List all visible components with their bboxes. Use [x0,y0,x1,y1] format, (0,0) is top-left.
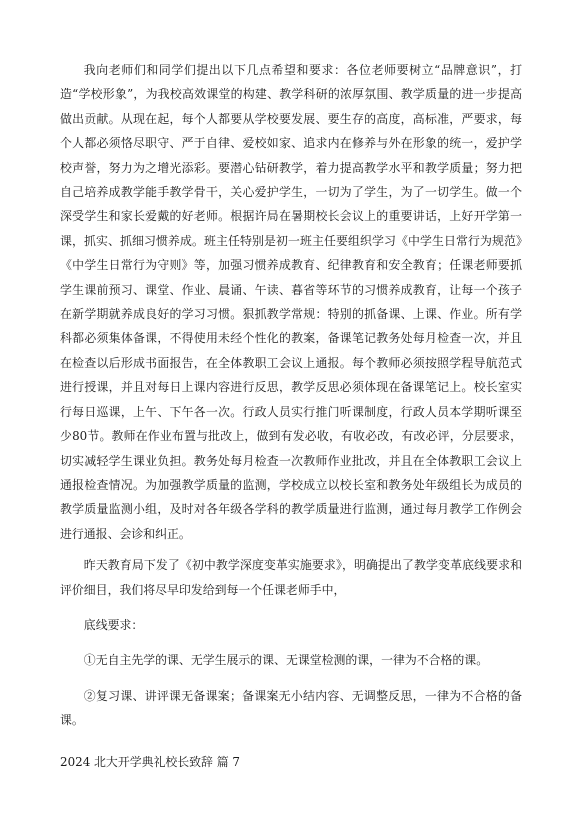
requirement-item-2: ②复习课、讲评课无备课案；备课案无小结内容、无调整反思，一律为不合格的备课。 [60,688,522,728]
requirements-heading: 底线要求： [83,617,144,632]
document-body [60,58,522,733]
paragraph-education-bureau: 昨天教育局下发了《初中教学深度变革实施要求》，明确提出了教学变革底线要求和评价细目，我们将尽早印发给到每一个任课老师手中， [60,558,522,597]
requirement-item-1: ①无自主先学的课、无学生展示的课、无课堂检测的课，一律为不合格的课。 [83,653,489,668]
section-title: 2024 北大开学典礼校长致辞 篇 7 [60,755,240,769]
paragraph-expectations: 我向老师们和同学们提出以下几点希望和要求：各位老师要树立“品牌意识”，打造“学校形象”，为我校高效课堂的构建、教学科研的浓厚氛围、教学质量的进一步提高做出贡献。从现在起，每个人都要从学校要发展、要生存的高度，高标准，严要求，每个人都必须恪尽职守、严于自律、爱校如家、追求内在修养与外在形象的统一，爱护学校声誉，努力为之增光添彩。要潜心钻研教学，着力提高教学水平和教学质量；努力把自己培养成教学能手教学骨干，关心爱护学生，一切为了学生，为了一切学生。做一个深受学生和家长爱戴的好老师。根据许局在暑期校长会议上的重要讲话，上好开学第一课，抓实、抓细习惯养成。班主任特别是初一班主任要组织学习《中学生日常行为规范》《中学生日常行为守则》等，加强习惯养成教育、纪律教育和安全教育；任课老师要抓学生课前预习、课堂、作业、晨诵、午读、暮省等环节的习惯养成教育，让每一个孩子在新学期就养成良好的学习习惯。狠抓教学常规：特别的抓备课、上课、作业。所有学科都必须集体备课，不得使用未经个性化的教案，备课笔记教务处每月检查一次，并且在检查以后形成书面报告，在全体教职工会议上通报。每个教师必须按照学程导航范式进行授课，并且对每日上课内容进行反思，教学反思必须体现在备课笔记上。校长室实行每日巡课，上午、下午各一次。行政人员实行推门听课制度，行政人员本学期听课至少80节。教师在作业布置与批改上，做到有发必收，有收必改，有改必评，分层要求，切实减轻学生课业负担。教务处每月检查一次教师作业批改，并且在全体教职工会议上通报检查情况。为加强教学质量的监测，学校成立以校长室和教务处年级组长为成员的教学质量监测小组，及时对各年级各学科的教学质量进行监测，通过每月教学工作例会进行通报、会诊和纠正。 [60,63,522,541]
